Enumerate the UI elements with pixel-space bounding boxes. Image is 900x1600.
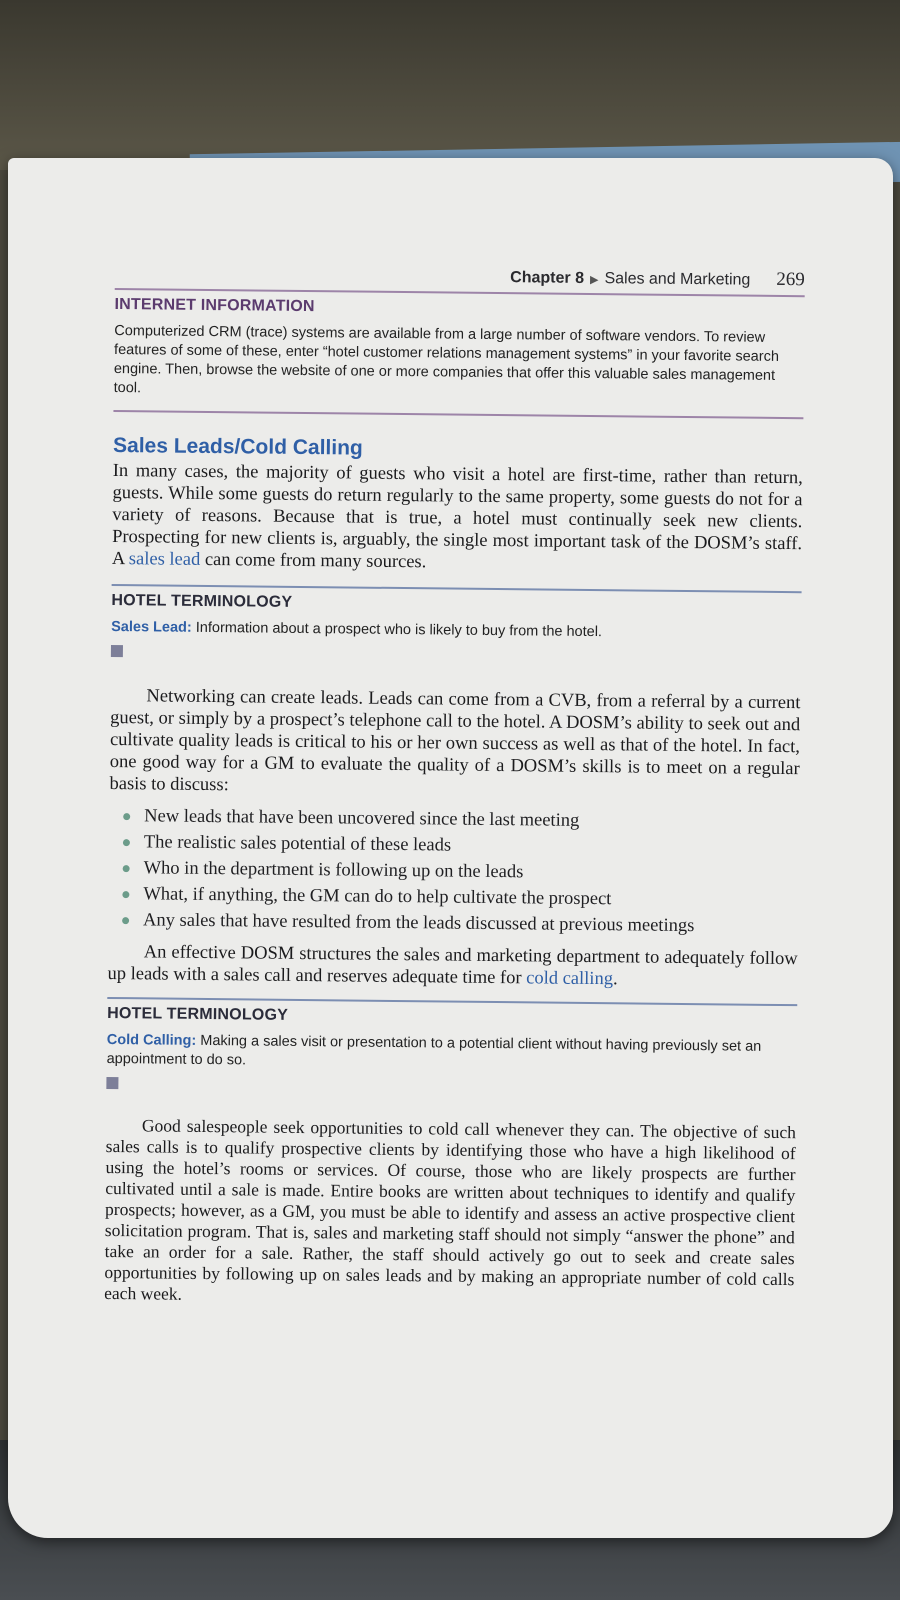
structure-paragraph bbox=[107, 941, 797, 992]
definition-text: Information about a prospect who is likely to buy from the hotel. bbox=[191, 619, 603, 641]
end-square-icon bbox=[111, 645, 123, 657]
closing-paragraph: Good salespeople seek opportunities to cold call whenever they can. The objective of such sales calls is to qualify prospective clients by identifying those who have a high likelihood of using the hotel’s rooms or services. Of course, those who are likely prospects are further cultivated until a sale is made. Entire books are written about techniques to identify and qualify prospects; however, as a GM, you must be able to identify and assess an active prospective client solicitation program. That is, sales and marketing staff should not simply “answer the phone” and take an order for a sale. Rather, the staff should actively go out to seek and create sales opportunities by following up on sales leads and by making an appropriate number of cold calls each week. bbox=[104, 1115, 797, 1304]
text-run: can come from many sources. bbox=[200, 549, 427, 573]
page-content bbox=[104, 262, 805, 1311]
terminology-title: HOTEL TERMINOLOGY bbox=[111, 591, 293, 611]
term-label: Cold Calling: bbox=[106, 1031, 197, 1049]
terminology-definition bbox=[107, 1031, 797, 1076]
text-run: . bbox=[612, 969, 618, 990]
key-term: sales lead bbox=[128, 549, 201, 570]
terminology-title: HOTEL TERMINOLOGY bbox=[107, 1004, 289, 1024]
intro-paragraph bbox=[112, 460, 803, 577]
bullet-icon bbox=[122, 917, 129, 924]
list-item-text: Any sales that have resulted from the leads discussed at previous meetings bbox=[143, 910, 695, 937]
list-item-text: What, if anything, the GM can do to help cultivate the prospect bbox=[143, 884, 612, 910]
internet-info-text: Computerized CRM (trace) systems are available from a large number of software vendors. To review features of some of these, enter “hotel customer relations management systems” in your favorite search engine. Then, browse the website of one or more companies that offer this valuable sales management tool. bbox=[113, 322, 780, 397]
divider bbox=[113, 410, 803, 419]
terminology-definition bbox=[111, 618, 801, 644]
chapter-label: Chapter 8 bbox=[510, 269, 585, 287]
section-heading: Sales Leads/Cold Calling bbox=[112, 433, 363, 460]
bullet-icon bbox=[123, 865, 130, 872]
page-number: 269 bbox=[776, 268, 805, 291]
definition-text: Making a sales visit or presentation to a potential client without having previously set an appointment to do so. bbox=[106, 1032, 762, 1069]
list-item-text: New leads that have been uncovered since the last meeting bbox=[144, 806, 580, 831]
networking-paragraph: Networking can create leads. Leads can come from a CVB, from a referral by a current guest, or simply by a prospect’s telephone call to the hotel. A DOSM’s ability to seek out and cultivate quality leads is critical to his or her own success as well as that of the hotel. In fact, one good way for a GM to evaluate the quality of a DOSM’s skills is to meet on a regular basis to discuss: bbox=[109, 686, 801, 796]
bullet-icon bbox=[123, 813, 130, 820]
section-label: Sales and Marketing bbox=[604, 270, 751, 289]
text-run: In many cases, the majority of guests who visit a hotel are first-time, rather than return, guests. While some guests do return regularly to the same property, some guests do not for a variety of reasons. Because that is true, a hotel must continually seek new clients. Prospecting for new clients is, arguably, the single most important task of the DOSM’s staff. A bbox=[111, 460, 803, 570]
bullet-icon bbox=[122, 891, 129, 898]
text-run: An effective DOSM structures the sales and marketing department to adequately follow up leads with a sales call and reserves adequate time for bbox=[107, 942, 798, 989]
divider bbox=[107, 997, 797, 1006]
triangle-right-icon: ▶ bbox=[589, 273, 599, 287]
divider bbox=[112, 584, 802, 593]
internet-info-title: INTERNET INFORMATION bbox=[114, 295, 315, 316]
key-term: cold calling bbox=[526, 968, 614, 990]
bullet-icon bbox=[123, 839, 130, 846]
term-label: Sales Lead: bbox=[111, 618, 192, 636]
list-item-text: The realistic sales potential of these leads bbox=[143, 832, 452, 856]
end-square-icon bbox=[106, 1077, 118, 1089]
discussion-list bbox=[122, 803, 799, 940]
list-item-text: Who in the department is following up on the leads bbox=[143, 858, 524, 883]
